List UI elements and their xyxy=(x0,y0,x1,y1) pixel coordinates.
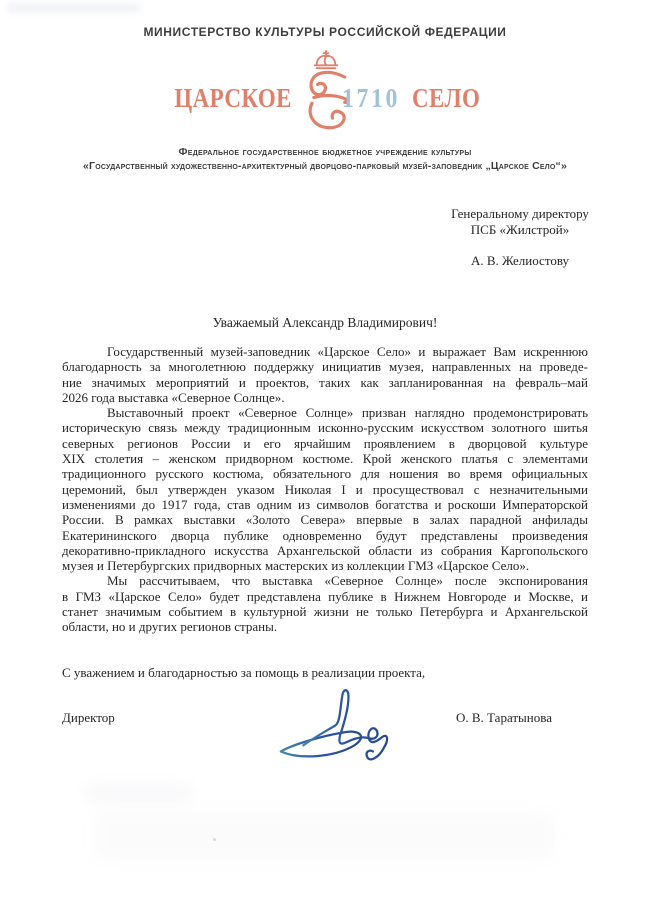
recipient-organization: ПСБ «Жилстрой» xyxy=(470,221,570,237)
body-line: Екатерининского дворца публике одновременно будут представлены произведения xyxy=(62,527,588,543)
body-line: историческую связь между традиционным исконно-русским искусством золотного шитья xyxy=(62,420,588,436)
body-line: северных регионов России и его ярчайшим проявлением в дворцовой культуре xyxy=(62,435,588,451)
ministry-header: МИНИСТЕРСТВО КУЛЬТУРЫ РОССИЙСКОЙ ФЕДЕРАЦИИ xyxy=(143,25,507,39)
tsarskoye-selo-logo xyxy=(0,58,650,138)
recipient-name: А. В. Желиостову xyxy=(470,253,570,268)
scan-speck xyxy=(213,838,216,841)
body-line: в ГМЗ «Царское Село» будет представлена публике в Нижнем Новгороде и Москве, и xyxy=(62,588,588,604)
body-line: области, но и других регионов страны. xyxy=(62,619,278,635)
scan-smudge xyxy=(84,782,194,804)
logo-word-right: СЕЛО xyxy=(412,82,481,113)
recipient-block xyxy=(405,206,635,269)
body-line: России. В рамках выставки «Золото Севера» впервые в залах парадной анфилады xyxy=(62,512,588,528)
closing-line: С уважением и благодарностью за помощь в реализации проекта, xyxy=(62,665,426,680)
institution-name xyxy=(0,146,650,173)
body-line: благодарность за многолетнюю поддержку инициатив музея, направленных на проведе- xyxy=(62,359,588,375)
handwritten-signature-icon xyxy=(272,684,396,776)
recipient-position: Генеральному директору xyxy=(451,206,589,221)
logo-word-left: ЦАРСКОЕ xyxy=(174,82,292,113)
body-line: музея и Петербургских придворных мастерских из коллекции ГМЗ «Царское Село». xyxy=(62,558,530,574)
body-line: XIX столетия – женском придворном костюме. Крой женского платья с элементами xyxy=(62,451,588,467)
scan-smudge xyxy=(6,3,141,13)
logo-year-1710: 1710 xyxy=(341,82,401,113)
institution-line2: «Государственный художественно-архитектурный дворцово-парковый музей-заповедник „Царское Село“» xyxy=(83,159,567,172)
body-line: ние значимых мероприятий и проектов, таких как запланированная на февраль–май xyxy=(62,374,588,390)
letter-body xyxy=(62,344,588,635)
body-line: станет значимым событием в культурной жизни не только Петербурга и Архангельской xyxy=(62,604,588,620)
salutation: Уважаемый Александр Владимирович! xyxy=(212,315,438,330)
scan-smudge xyxy=(95,812,555,860)
recipient-gap xyxy=(405,237,635,253)
signer-title: Директор xyxy=(62,710,115,725)
signer-name: О. В. Таратынова xyxy=(456,710,552,725)
body-line: Государственный музей-заповедник «Царское Село» и выражает Вам искреннюю xyxy=(107,344,588,359)
body-line: Выставочный проект «Северное Солнце» призван наглядно продемонстрировать xyxy=(107,405,588,421)
body-line: 2026 года выставка «Северное Солнце». xyxy=(62,389,285,405)
body-line: декоративно-прикладного искусства Архангельской области из собрания Каргопольского xyxy=(62,542,588,558)
institution-line1: Федеральное государственное бюджетное учреждение культуры xyxy=(178,146,472,158)
body-line: церемоний, был утвержден указом Николая I и просуществовал с незначительными xyxy=(62,481,588,497)
body-line: традиционного русского костюма, обязательного для ношения во время официальных xyxy=(62,466,588,482)
body-line: изменениями до 1917 года, став одним из символов богатства и роскоши Императорской xyxy=(62,496,588,512)
body-line: Мы рассчитываем, что выставка «Северное Солнце» после экспонирования xyxy=(107,573,588,589)
